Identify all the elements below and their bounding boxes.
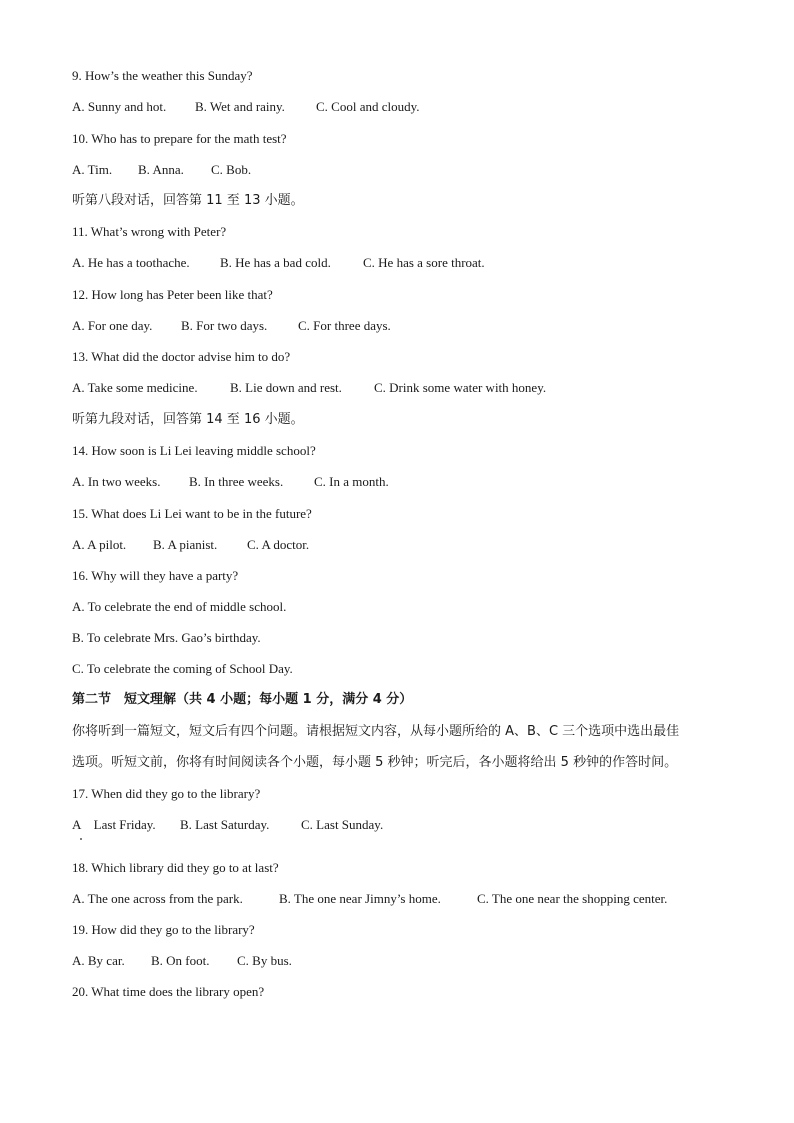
options-15 [72, 537, 309, 553]
option-13b: B. Lie down and rest. [230, 380, 342, 395]
option-17a: A Last Friday. [72, 817, 156, 832]
question-17: 17. When did they go to the library? [72, 786, 261, 801]
option-16b: B. To celebrate Mrs. Gao’s birthday. [72, 630, 261, 645]
option-19a: A. By car. [72, 953, 125, 968]
option-9c: C. Cool and cloudy. [316, 99, 420, 114]
option-15a: A. A pilot. [72, 537, 127, 552]
question-15: 15. What does Li Lei want to be in the future? [72, 506, 312, 521]
options-10 [72, 162, 251, 178]
option-17b: B. Last Saturday. [180, 817, 270, 832]
option-10a: A. Tim. [72, 162, 113, 177]
option-11a: A. He has a toothache. [72, 255, 190, 270]
question-20: 20. What time does the library open? [72, 984, 265, 999]
option-12a: A. For one day. [72, 318, 153, 333]
option-16c: C. To celebrate the coming of School Day. [72, 661, 293, 676]
stray-dot [80, 838, 82, 840]
option-17c: C. Last Sunday. [301, 817, 384, 832]
question-10: 10. Who has to prepare for the math test? [72, 131, 287, 146]
option-12b: B. For two days. [181, 318, 268, 333]
options-9 [72, 99, 420, 115]
options-12 [72, 318, 391, 334]
option-9a: A. Sunny and hot. [72, 99, 167, 114]
option-12c: C. For three days. [298, 318, 391, 333]
part-2-instructions-line2: 选项。听短文前，你将有时间阅读各个小题，每小题 5 秒钟；听完后，各小题将给出 5 秒钟的作答时间。 [72, 755, 678, 770]
options-19 [72, 953, 292, 969]
option-10b: B. Anna. [138, 162, 184, 177]
option-14c: C. In a month. [314, 474, 389, 489]
option-16a: A. To celebrate the end of middle school. [72, 599, 287, 614]
options-11 [72, 255, 485, 271]
option-15c: C. A doctor. [247, 537, 310, 552]
option-9b: B. Wet and rainy. [195, 99, 285, 114]
question-9: 9. How’s the weather this Sunday? [72, 68, 253, 83]
option-13a: A. Take some medicine. [72, 380, 198, 395]
options-14 [72, 474, 389, 490]
option-19b: B. On foot. [151, 953, 210, 968]
question-12: 12. How long has Peter been like that? [72, 287, 273, 302]
option-19c: C. By bus. [237, 953, 292, 968]
options-17 [72, 817, 383, 833]
option-14a: A. In two weeks. [72, 474, 161, 489]
option-10c: C. Bob. [211, 162, 252, 177]
question-14: 14. How soon is Li Lei leaving middle school? [72, 443, 316, 458]
option-13c: C. Drink some water with honey. [374, 380, 547, 395]
option-14b: B. In three weeks. [189, 474, 284, 489]
question-13: 13. What did the doctor advise him to do? [72, 349, 291, 364]
option-11b: B. He has a bad cold. [220, 255, 331, 270]
question-18: 18. Which library did they go to at last? [72, 860, 279, 875]
part-2-heading: 第二节 短文理解（共 4 小题；每小题 1 分，满分 4 分） [72, 692, 413, 707]
options-13 [72, 380, 546, 396]
section-9-instruction: 听第九段对话，回答第 14 至 16 小题。 [72, 412, 304, 427]
option-18b: B. The one near Jimny’s home. [279, 891, 441, 906]
option-11c: C. He has a sore throat. [363, 255, 485, 270]
option-18a: A. The one across from the park. [72, 891, 243, 906]
question-16: 16. Why will they have a party? [72, 568, 239, 583]
options-18 [72, 891, 667, 907]
question-11: 11. What’s wrong with Peter? [72, 224, 227, 239]
question-19: 19. How did they go to the library? [72, 922, 255, 937]
section-8-instruction: 听第八段对话，回答第 11 至 13 小题。 [72, 193, 304, 208]
option-18c: C. The one near the shopping center. [477, 891, 668, 906]
part-2-instructions-line1: 你将听到一篇短文，短文后有四个问题。请根据短文内容，从每小题所给的 A、B、C 三个选项中选出最佳 [72, 724, 680, 739]
option-15b: B. A pianist. [153, 537, 218, 552]
